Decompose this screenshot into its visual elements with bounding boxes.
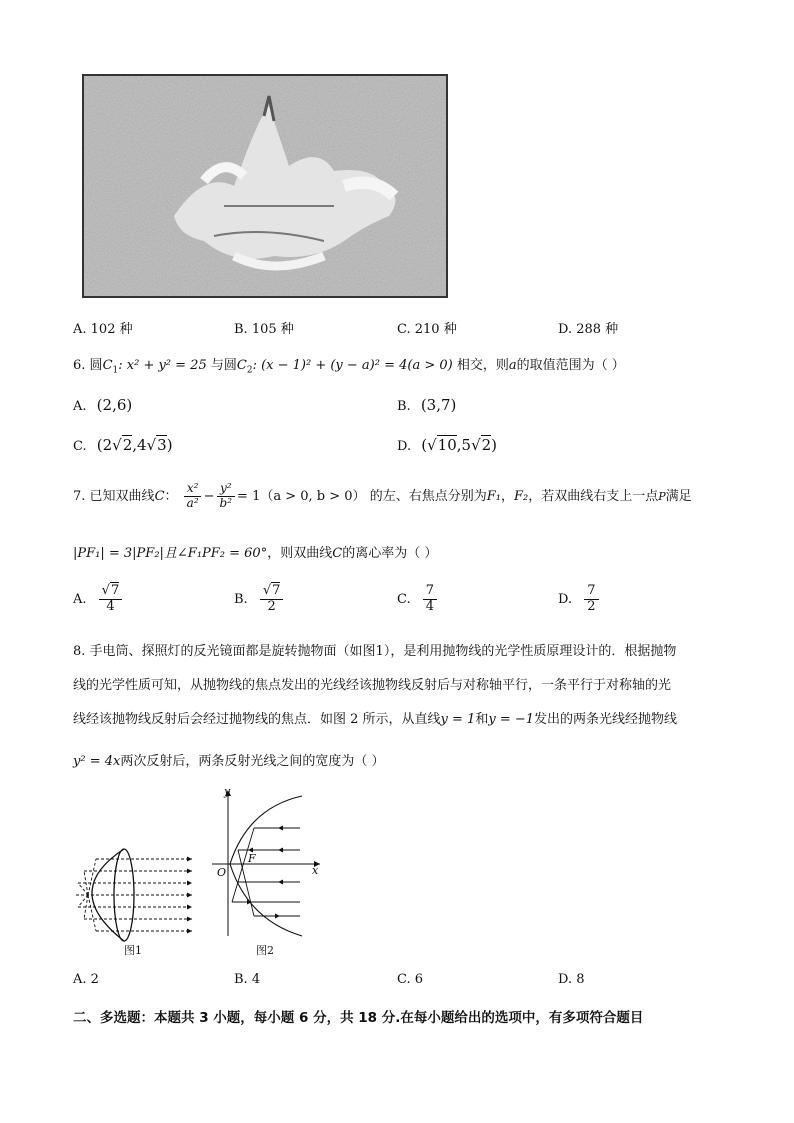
q7-text: ，若双曲线右支上一点 xyxy=(528,488,659,504)
denominator: 2 xyxy=(267,598,276,614)
figure-2-caption: 图2 xyxy=(256,944,274,957)
q8-number: 8. xyxy=(73,644,86,659)
q7-option-c-value xyxy=(423,584,437,615)
option-label: A. xyxy=(73,399,87,414)
q6-text: 圆 xyxy=(89,358,103,373)
figure-2-origin-label: O xyxy=(217,866,227,879)
q8-option-a: A. 2 xyxy=(73,972,99,987)
q8-line1 xyxy=(73,640,676,659)
denominator: a² xyxy=(186,495,199,510)
q8-line2: 线的光学性质可知，从抛物线的焦点发出的光线经该抛物线反射后与对称轴平行，一条平行于对称轴的光 xyxy=(73,678,672,693)
q5-option-c: C. 210 种 xyxy=(397,322,457,337)
figure-2-y-label: y xyxy=(224,785,231,798)
expr: ( xyxy=(421,436,428,454)
q6-c2-eq: : (x − 1)² + (y − a)² = 4(a > 0) xyxy=(252,358,453,373)
q6-option-b xyxy=(397,396,456,414)
q7-eq: = 1（a > 0, b > 0） xyxy=(237,488,366,504)
q8-line-eq: y = 1 xyxy=(440,712,476,727)
denominator: 4 xyxy=(425,598,435,614)
q7-option-a xyxy=(73,584,124,615)
figure-2-focus-label: F xyxy=(248,852,256,865)
figure-2-x-label: x xyxy=(312,864,319,877)
option-label: B. xyxy=(397,399,411,414)
q7-option-a-value: $\frac{√7}{4}$ xyxy=(99,584,123,615)
q7-frac-y xyxy=(217,482,236,511)
q6-option-c xyxy=(73,436,173,454)
figure-1-caption: 图1 xyxy=(124,944,142,957)
expr: ) xyxy=(491,436,498,454)
q7-f1: F₁ xyxy=(486,488,501,504)
q8-text: 和 xyxy=(475,712,489,727)
q8-parabola-eq: y² = 4x xyxy=(73,754,121,769)
expr: ,5 xyxy=(456,436,472,454)
q6-stem: 6. 圆$C_1$: x² + y² = 25 与圆$C_2$: (x − 1)² + (y − a)² = 4(a > 0) 相交，则a的取值范围为（ ） xyxy=(73,358,625,376)
q6-c2: C xyxy=(236,358,247,373)
q7-text: 的左、右焦点分别为 xyxy=(369,488,487,504)
q8-line4 xyxy=(73,750,384,769)
q7-angle: 且∠F₁PF₂ = 60° xyxy=(163,546,268,561)
q6-text: 的取值范围为（ ） xyxy=(516,358,625,373)
figure-1-reflector xyxy=(66,845,206,945)
q8-text: 发出的两条光线经抛物线 xyxy=(534,712,678,727)
q6-option-b-value: (3,7) xyxy=(420,396,457,414)
q7-f2: F₂ xyxy=(513,488,529,504)
numerator: x² xyxy=(184,482,202,497)
q5-option-a: A. 102 种 xyxy=(73,322,133,337)
q6-number: 6. xyxy=(73,358,86,373)
q6-c1: C xyxy=(102,358,113,373)
q7-option-b xyxy=(234,584,285,615)
radicand: 3 xyxy=(157,436,167,454)
q8-text: 两次反射后，两条反射光线之间的宽度为（ ） xyxy=(120,754,385,769)
q8-line-eq: y = −1 xyxy=(488,712,535,727)
q6-option-d xyxy=(397,436,497,454)
q7-text: 满足 xyxy=(665,488,692,504)
q8-option-c: C. 6 xyxy=(397,972,424,987)
q8-option-b: B. 4 xyxy=(234,972,261,987)
q7-condition: |PF₁| = 3|PF₂| xyxy=(73,546,164,561)
q7-line2 xyxy=(73,542,437,561)
numerator: 7 xyxy=(423,584,437,600)
figure-2-parabola xyxy=(208,786,328,942)
q6-option-d-value: (√10,5√2) xyxy=(421,436,498,454)
q7-option-c xyxy=(397,584,439,615)
q6-option-c-value: (2√2,4√3) xyxy=(96,436,173,454)
denominator: b² xyxy=(219,495,233,510)
q7-stem xyxy=(73,482,692,511)
q7-text: ，则双曲线 xyxy=(267,546,333,561)
numerator: 7 xyxy=(584,584,598,600)
option-label: B. xyxy=(234,591,248,607)
option-label: C. xyxy=(73,439,87,454)
q7-text: ， xyxy=(500,488,514,504)
option-label: D. xyxy=(397,439,412,454)
q6-text: 相交，则 xyxy=(456,358,509,373)
q7-text: 已知双曲线 xyxy=(89,488,155,504)
q5-option-d: D. 288 种 xyxy=(558,322,619,337)
q7-curve: C xyxy=(154,488,165,504)
q7-number: 7. xyxy=(73,488,86,504)
expr: ,4 xyxy=(132,436,147,454)
option-label: A. xyxy=(73,591,87,607)
q7-p: P xyxy=(658,489,666,503)
q8-option-d: D. 8 xyxy=(558,972,585,987)
q6-var: a xyxy=(508,358,517,373)
q7-frac-x xyxy=(184,482,202,511)
radicand: 10 xyxy=(437,436,457,454)
radicand: 2 xyxy=(122,436,133,454)
expr: ) xyxy=(166,436,173,454)
question-photo xyxy=(82,74,448,298)
q8-line3 xyxy=(73,708,677,727)
q7-curve: C xyxy=(332,546,343,561)
q6-option-a-value: (2,6) xyxy=(96,396,133,414)
q5-option-b: B. 105 种 xyxy=(234,322,294,337)
option-label: D. xyxy=(558,591,573,607)
radicand: 7 xyxy=(110,583,120,598)
option-label: C. xyxy=(397,591,411,607)
denominator: 4 xyxy=(106,598,115,614)
q7-text: 的离心率为（ ） xyxy=(342,546,438,561)
q6-text: 与圆 xyxy=(210,358,237,373)
q7-minus: − xyxy=(203,488,215,504)
q8-text: 手电筒、探照灯的反光镜面都是旋转抛物面（如图1），是利用抛物线的光学性质原理设计的．根据抛物 xyxy=(89,644,677,659)
radicand: 2 xyxy=(481,436,492,454)
denominator: 2 xyxy=(587,598,596,614)
numerator: y² xyxy=(217,482,235,497)
q6-c1-eq: : x² + y² = 25 xyxy=(118,358,207,373)
section-2-heading: 二、多选题：本题共 3 小题，每小题 6 分，共 18 分.在每小题给出的选项中，有多项符合题目 xyxy=(73,1010,644,1026)
expr: (2 xyxy=(96,436,113,454)
q7-text: ： xyxy=(164,488,178,504)
q6-option-a xyxy=(73,396,132,414)
radicand: 7 xyxy=(272,583,281,598)
q7-option-d xyxy=(558,584,601,615)
q8-text: 线经该抛物线反射后会经过抛物线的焦点．如图 2 所示，从直线 xyxy=(73,712,441,727)
q7-option-d-value xyxy=(584,584,598,615)
q7-option-b-value: $\frac{√7}{2}$ xyxy=(260,584,284,615)
